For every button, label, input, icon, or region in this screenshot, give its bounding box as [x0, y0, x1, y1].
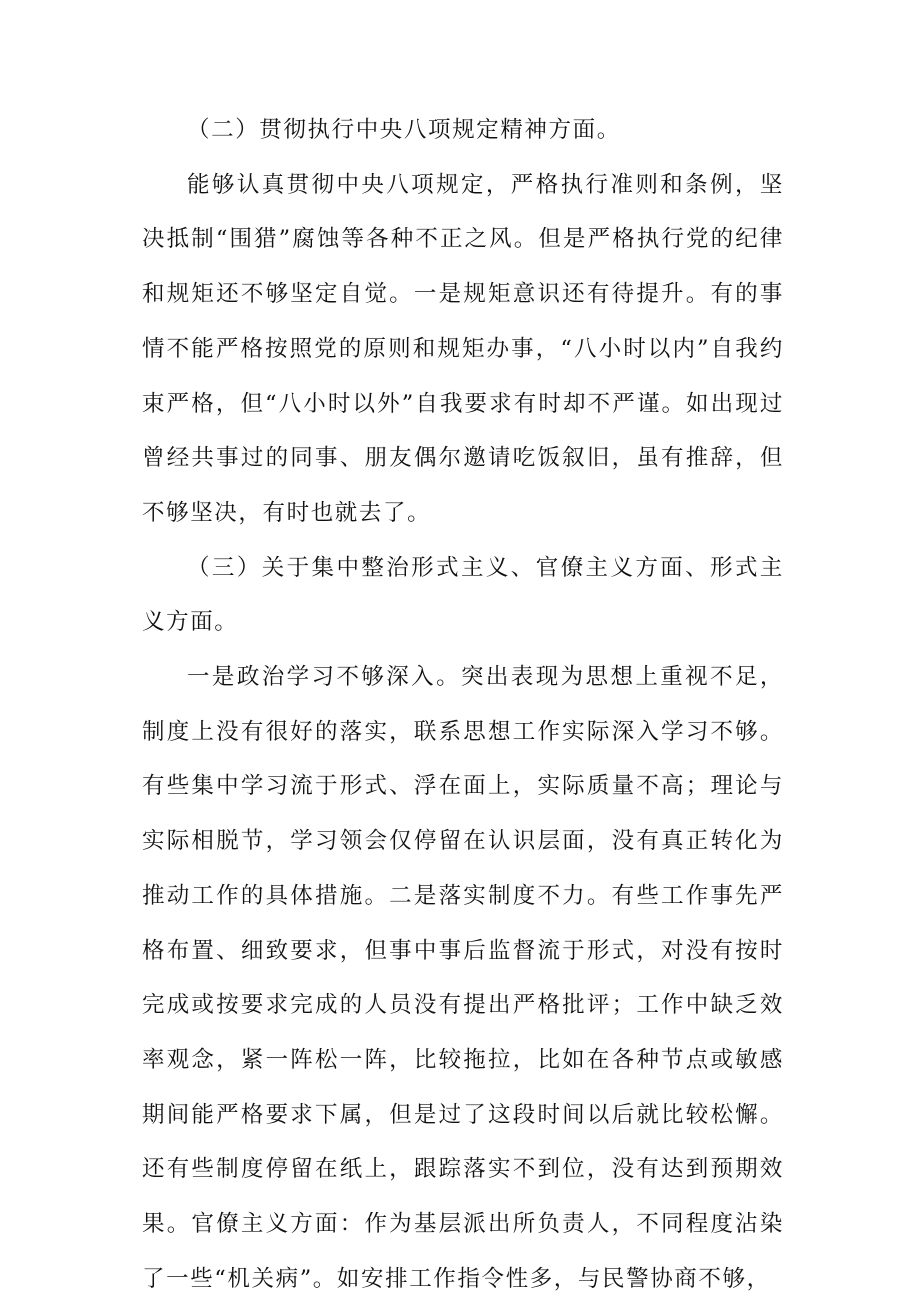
- section-heading-two: （二）贯彻执行中央八项规定精神方面。: [187, 117, 621, 143]
- section-heading-three: （三）关于集中整治形式主义、官僚主义方面、形式主义方面。: [142, 554, 784, 636]
- body-paragraph: 能够认真贯彻中央八项规定，严格执行准则和条例，坚决抵制“围猎”腐蚀等各种不正之风。但是严格执行党的纪律和规矩还不够坚定自觉。一是规矩意识还有待提升。有的事情不能严格按照党的原则和规矩办事，“八小时以内”自我约束严格，但“八小时以外”自我要求有时却不严谨。如出现过曾经共事过的同事、朋友偶尔邀请吃饭叙旧，虽有推辞，但不够坚决，有时也就去了。: [142, 171, 784, 526]
- body-paragraph: 一是政治学习不够深入。突出表现为思想上重视不足，制度上没有很好的落实，联系思想工作实际深入学习不够。有些集中学习流于形式、浮在面上，实际质量不高；理论与实际相脱节，学习领会仅停留在认识层面，没有真正转化为推动工作的具体措施。二是落实制度不力。有些工作事先严格布置、细致要求，但事中事后监督流于形式，对没有按时完成或按要求完成的人员没有提出严格批评；工作中缺乏效率观念，紧一阵松一阵，比较拖拉，比如在各种节点或敏感期间能严格要求下属，但是过了这段时间以后就比较松懈。还有些制度停留在纸上，跟踪落实不到位，没有达到预期效果。官僚主义方面：作为基层派出所负责人，不同程度沾染了一些“机关病”。如安排工作指令性多，与民警协商不够，: [142, 664, 784, 1292]
